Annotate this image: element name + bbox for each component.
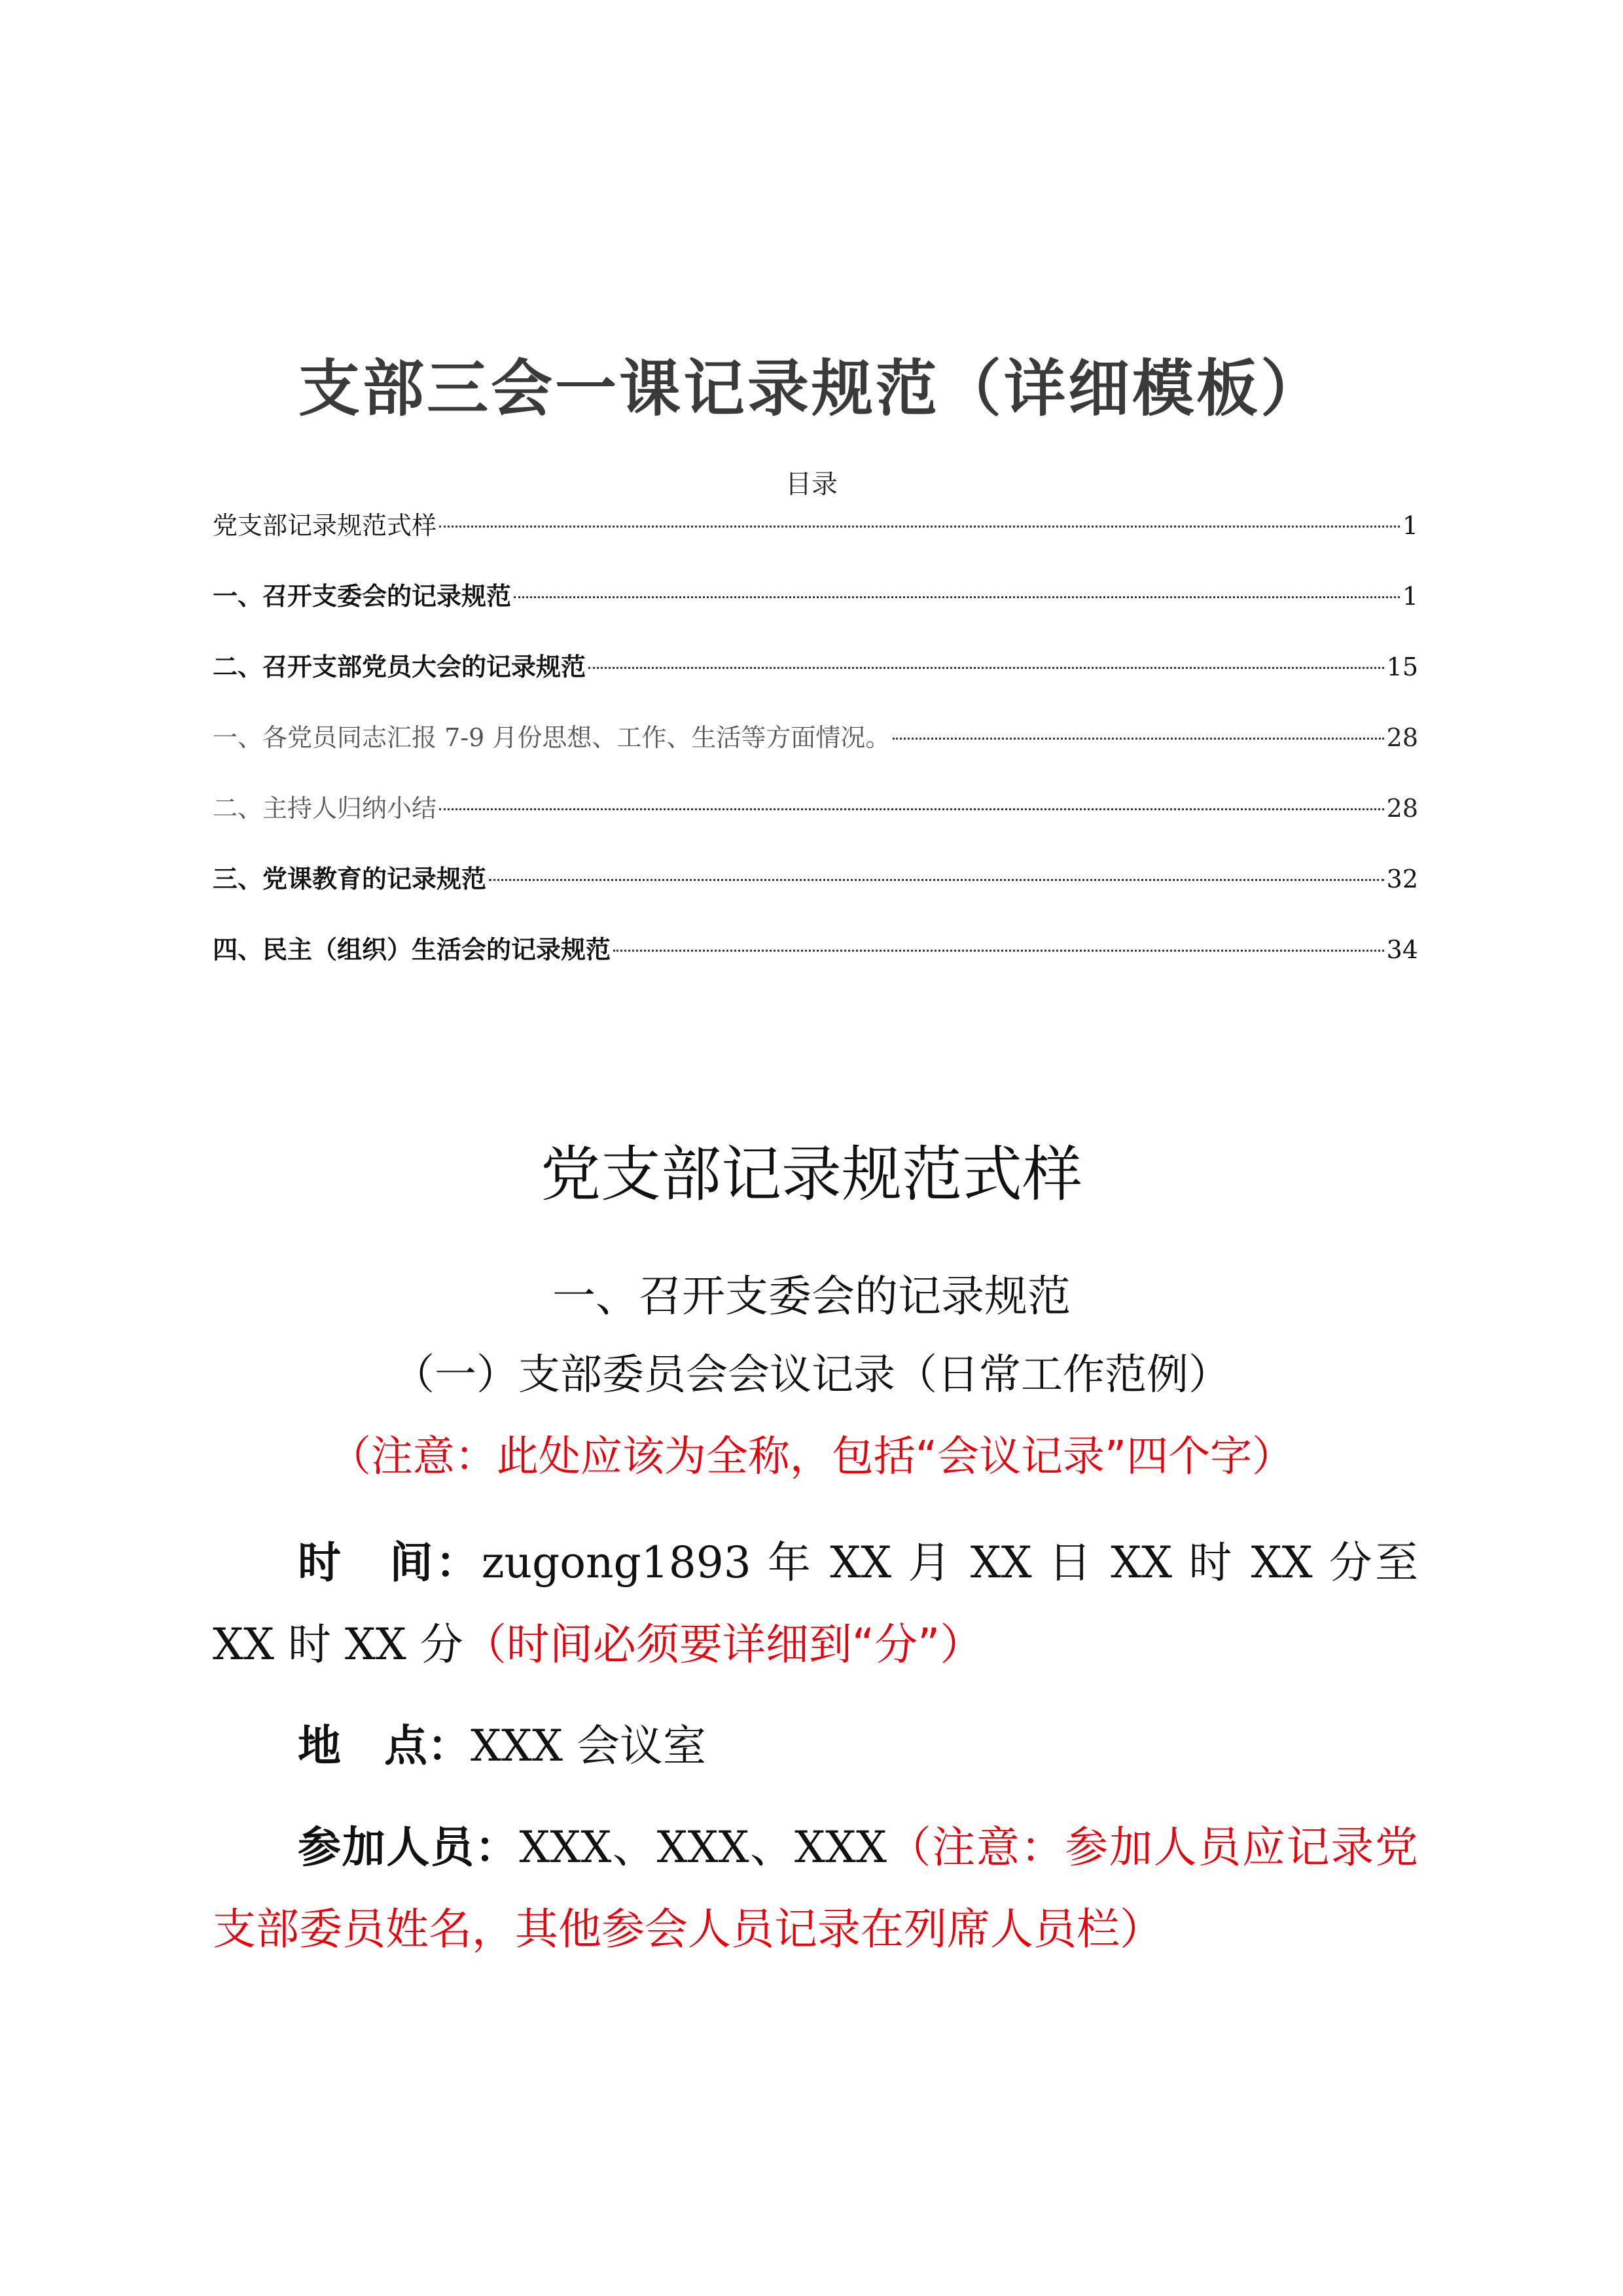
- place-value: XXX 会议室: [471, 1721, 706, 1771]
- attendees-value: XXX、XXX、XXX: [519, 1822, 887, 1873]
- toc-entry-label: 党支部记录规范式样: [213, 511, 437, 540]
- toc-leader-dots: [588, 667, 1384, 669]
- time-value: zugong1893 年 XX 月 XX 日 XX 时 XX 分至 XX 时 XX 分: [213, 1537, 1418, 1670]
- toc-entry-1[interactable]: [213, 504, 1418, 575]
- attendees-label: 参加人员：: [298, 1822, 520, 1873]
- time-label: 时 间：: [298, 1537, 482, 1588]
- toc-leader-dots: [489, 879, 1384, 881]
- toc-entry-5[interactable]: [213, 787, 1418, 857]
- section-title: 党支部记录规范式样: [540, 1139, 1082, 1210]
- toc-leader-dots: [439, 526, 1400, 528]
- toc-entry-label: 四、民主（组织）生活会的记录规范: [213, 935, 611, 964]
- toc-entry-label: 一、召开支委会的记录规范: [213, 582, 512, 611]
- toc-entry-2[interactable]: [213, 575, 1418, 645]
- table-of-contents: [213, 504, 1418, 999]
- time-field: [213, 1522, 1418, 1685]
- toc-entry-page: 1: [1402, 511, 1418, 540]
- toc-entry-6[interactable]: [213, 857, 1418, 928]
- toc-entry-page: 1: [1402, 582, 1418, 611]
- sub-subsection-title: （一）支部委员会会议记录（日常工作范例）: [393, 1351, 1230, 1399]
- toc-leader-dots: [613, 950, 1384, 952]
- toc-entry-4[interactable]: [213, 716, 1418, 787]
- toc-entry-page: 34: [1386, 935, 1418, 964]
- toc-heading: 目录: [785, 469, 838, 499]
- attendees-note: （注意：参加人员应记录党支部委员姓名，其他参会人员记录在列席人员栏）: [213, 1822, 1418, 1954]
- place-label: 地 点：: [298, 1721, 471, 1771]
- toc-leader-dots: [439, 808, 1384, 810]
- toc-entry-label: 一、各党员同志汇报 7-9 月份思想、工作、生活等方面情况。: [213, 723, 891, 752]
- toc-entry-label: 三、党课教育的记录规范: [213, 865, 487, 893]
- subsection-title: 一、召开支委会的记录规范: [552, 1271, 1071, 1321]
- document-title: 支部三会一课记录规范（详细模板）: [298, 353, 1325, 425]
- toc-entry-page: 15: [1386, 653, 1418, 681]
- attendees-field: [213, 1806, 1418, 1970]
- toc-entry-page: 28: [1386, 794, 1418, 823]
- fullname-note: （注意：此处应该为全称，包括“会议记录”四个字）: [329, 1433, 1294, 1481]
- toc-entry-page: 28: [1386, 723, 1418, 752]
- toc-entry-page: 32: [1386, 865, 1418, 893]
- toc-entry-label: 二、召开支部党员大会的记录规范: [213, 653, 586, 681]
- toc-entry-7[interactable]: [213, 928, 1418, 999]
- time-note: （时间必须要详细到“分”）: [463, 1619, 984, 1670]
- place-field: [213, 1705, 1418, 1787]
- toc-leader-dots: [514, 596, 1400, 598]
- toc-entry-label: 二、主持人归纳小结: [213, 794, 437, 823]
- toc-entry-3[interactable]: [213, 645, 1418, 716]
- toc-leader-dots: [893, 738, 1383, 740]
